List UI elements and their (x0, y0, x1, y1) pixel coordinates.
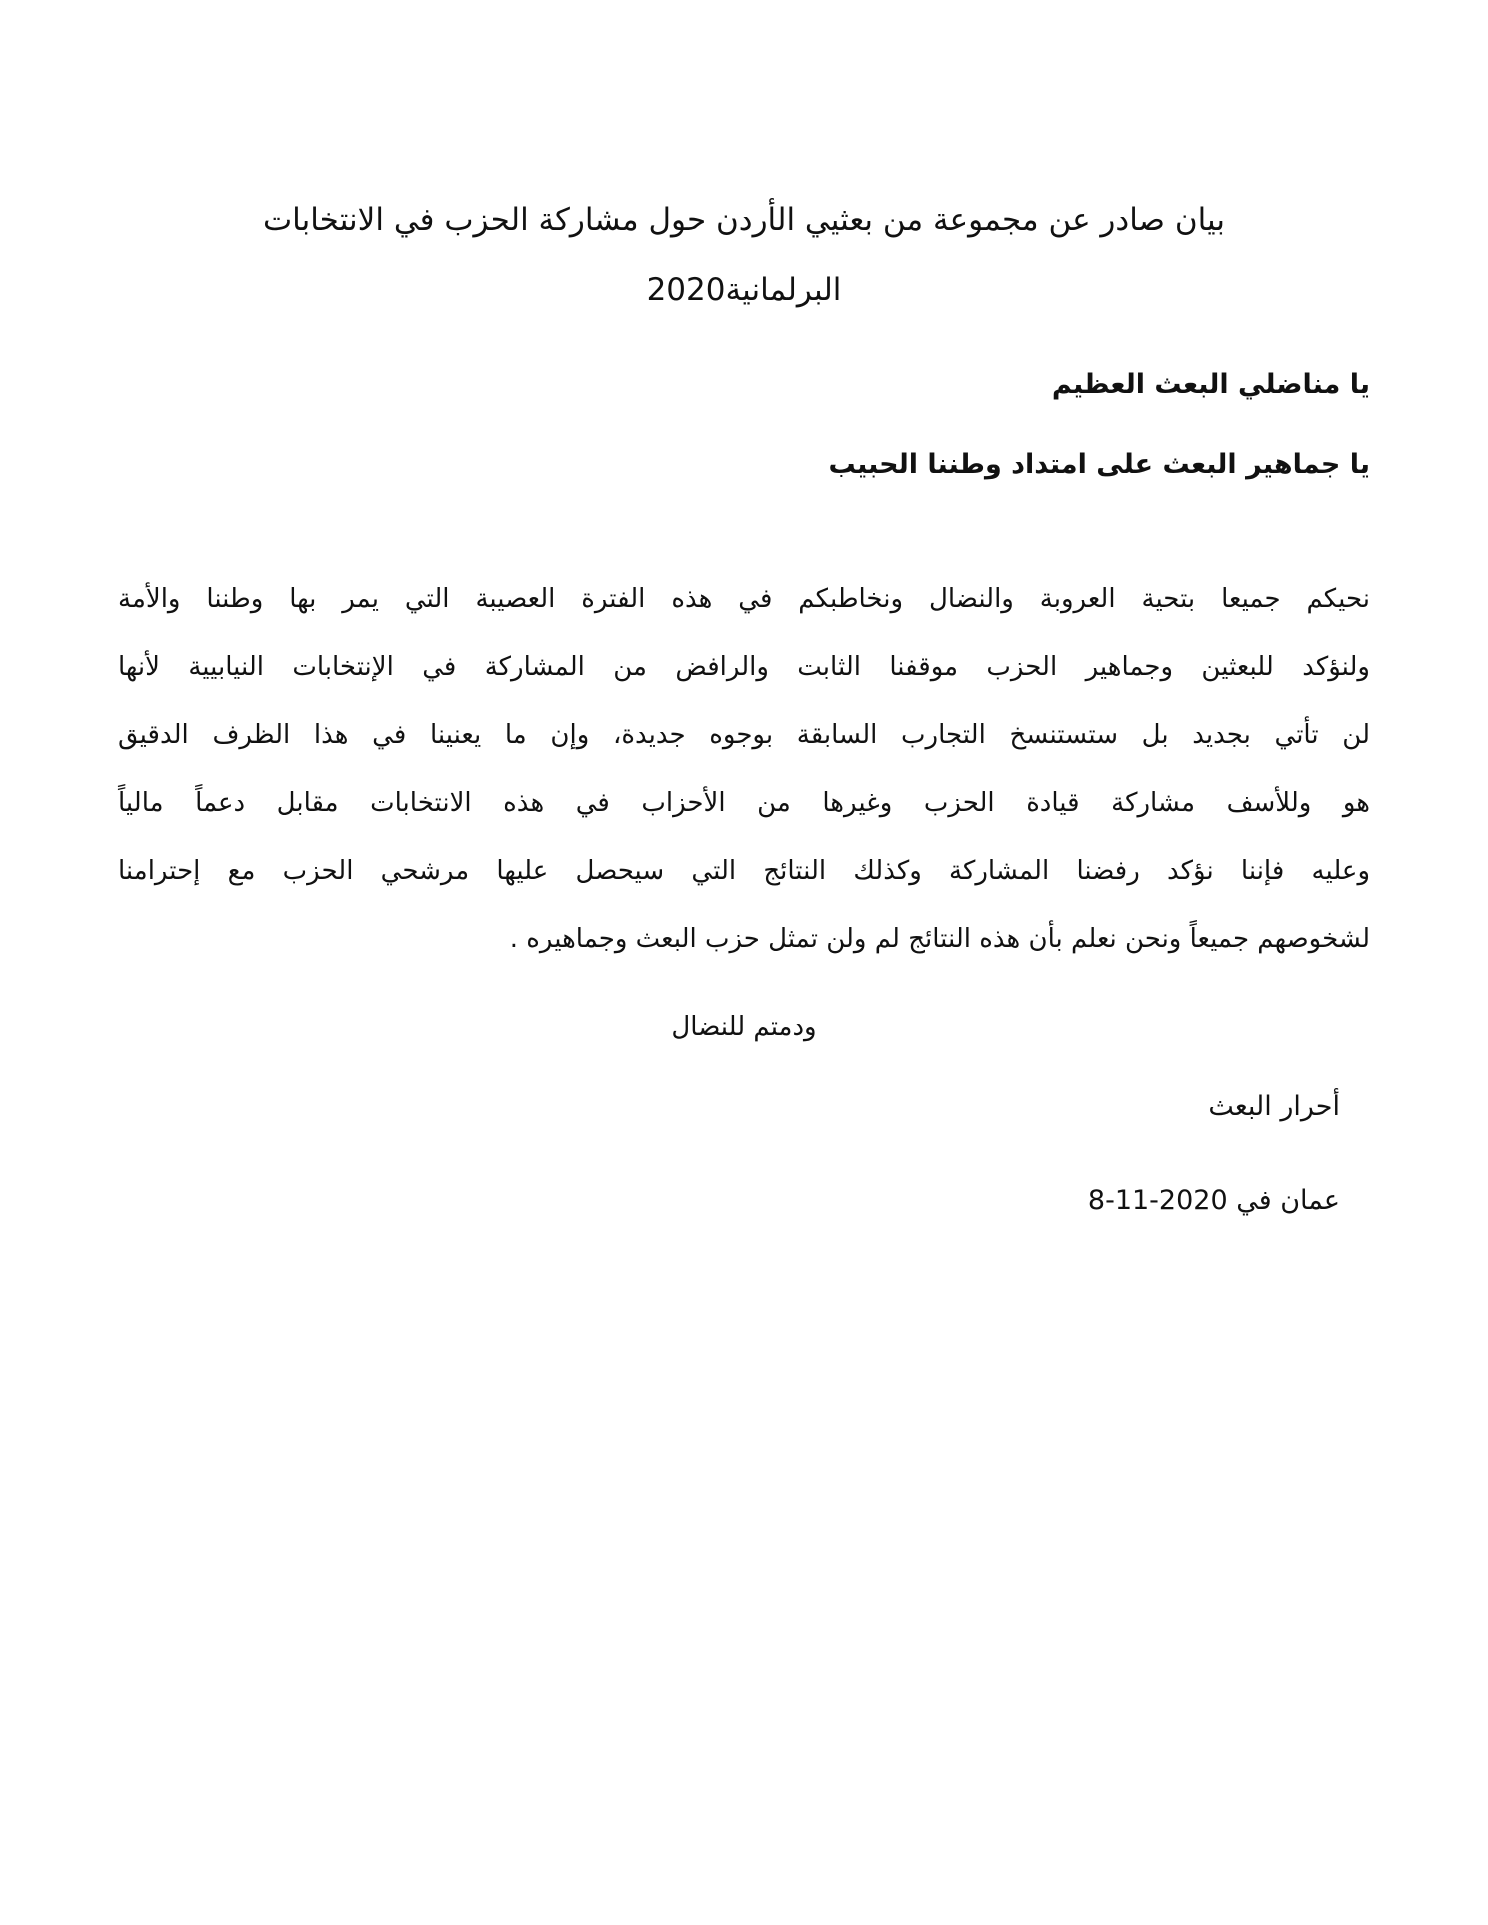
paragraph-line-4: هو وللأسف مشاركة قيادة الحزب وغيرها من الأحزاب في هذه الانتخابات مقابل دعماً مالياً (118, 788, 1370, 818)
title-line-1: بيان صادر عن مجموعة من بعثيي الأردن حول مشاركة الحزب في الانتخابات (262, 202, 1226, 238)
body-paragraph (118, 565, 1370, 973)
paragraph-line-5: وعليه فإننا نؤكد رفضنا المشاركة وكذلك النتائج التي سيحصل عليها مرشحي الحزب مع إحترامنا (118, 856, 1370, 886)
greeting-masses: يا جماهير البعث على امتداد وطننا الحبيب (828, 449, 1370, 480)
signature: أحرار البعث (1208, 1091, 1340, 1122)
place-and-date: عمان في 2020-11-8 (1087, 1185, 1340, 1216)
title-line-2: البرلمانية2020 (646, 272, 842, 308)
paragraph-line-3: لن تأتي بجديد بل ستستنسخ التجارب السابقة بوجوه جديدة، وإن ما يعنينا في هذا الظرف الدقيق (118, 720, 1370, 750)
paragraph-line-6: لشخوصهم جميعاً ونحن نعلم بأن هذه النتائج لم ولن تمثل حزب البعث وجماهيره . (509, 924, 1370, 954)
paragraph-line-2: ولنؤكد للبعثين وجماهير الحزب موقفنا الثابت والرافض من المشاركة في الإنتخابات النيابيية لأنها (118, 652, 1370, 682)
closing-salutation: ودمتم للنضال (671, 1012, 817, 1042)
paragraph-line-1: نحيكم جميعا بتحية العروبة والنضال ونخاطبكم في هذه الفترة العصيبة التي يمر بها وطننا والأمة (118, 584, 1370, 614)
document-title (118, 185, 1370, 325)
greeting-militants: يا مناضلي البعث العظيم (1051, 369, 1370, 400)
